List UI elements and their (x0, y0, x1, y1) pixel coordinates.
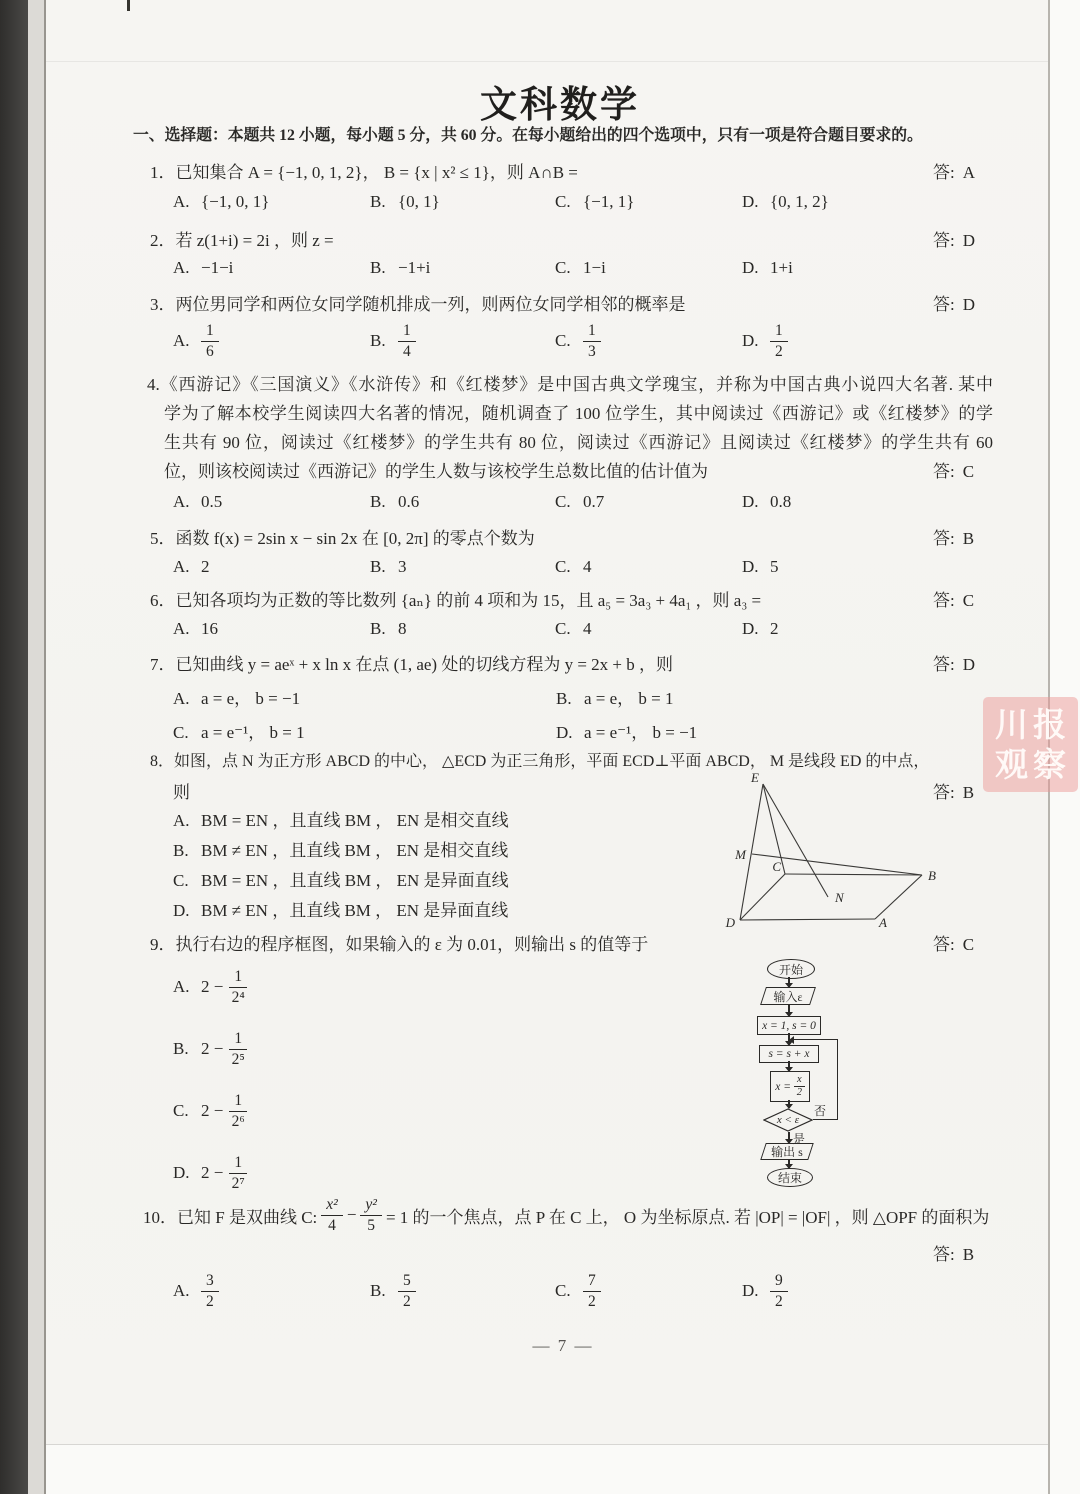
q1-text: 1．已知集合 A = {−1, 0, 1, 2}， B = {x | x² ≤ 1}，则 A∩B = (150, 163, 578, 182)
scan-top-mark (127, 0, 130, 11)
q4-answer: 答: C (933, 462, 975, 481)
q9-answer: 答: C (933, 935, 975, 954)
q3-options (0, 316, 1080, 366)
q7-options-row-1 (0, 684, 1080, 712)
flowchart-start-node: 开始 (767, 959, 815, 979)
q8-option-d: D. BM ≠ EN ，且直线 BM ， EN 是异面直线 (173, 901, 509, 920)
q6-option-b: B. 8 (370, 619, 407, 638)
q3-option-b: B. $\frac{1}{4}$ (370, 316, 416, 366)
q9-text: 9．执行右边的程序框图，如果输入的 ε 为 0.01，则输出 s 的值等于 (150, 935, 649, 954)
q7-option-b: B. a = e， b = 1 (556, 689, 674, 708)
q4-option-c: C. 0.7 (555, 492, 605, 511)
q10-option-c: C. $\frac{7}{2}$ (555, 1266, 601, 1316)
q2-option-d: D. 1+i (742, 258, 793, 277)
q10-option-b: B. $\frac{5}{2}$ (370, 1266, 416, 1316)
q9-flowchart (748, 952, 928, 1194)
q5-option-d: D. 5 (742, 557, 779, 576)
flowchart-half-node: x = $\frac{x}{2}$ (770, 1071, 810, 1102)
q1-answer-letter: A (962, 163, 976, 182)
q4-option-b: B. 0.6 (370, 492, 420, 511)
q5-options (0, 557, 1080, 585)
q6-answer: 答: C (933, 591, 975, 610)
q2-answer: 答: D (933, 231, 976, 250)
q1-option-a: A. {−1, 0, 1} (173, 192, 270, 211)
q5-text: 5．函数 f(x) = 2sin x − sin 2x 在 [0, 2π] 的零点个数为 (150, 529, 535, 548)
q3-option-a: A. $\frac{1}{6}$ (173, 316, 219, 366)
figure-label-b: B (928, 868, 936, 883)
q1-answer (933, 158, 975, 183)
q4-line-2: 学为了解本校学生阅读四大名著的情况，随机调查了 100 位学生，其中阅读过《西游记》或《红楼梦》的学 (164, 404, 993, 423)
q2-options (0, 258, 1080, 286)
q4-option-d: D. 0.8 (742, 492, 792, 511)
q8-option-c: C. BM = EN ，且直线 BM ， EN 是异面直线 (173, 871, 509, 890)
q5-answer: 答: B (933, 529, 975, 548)
q7-option-c: C. a = e⁻¹， b = 1 (173, 723, 305, 742)
q5-option-a: A. 2 (173, 557, 210, 576)
flowchart-add-node: s = s + x (759, 1045, 819, 1063)
answer-prefix: 答: (933, 163, 955, 182)
figure-label-a: A (879, 915, 887, 930)
q8-option-a: A. BM = EN ，且直线 BM ， EN 是相交直线 (173, 811, 509, 830)
q4-option-a: A. 0.5 (173, 492, 223, 511)
q2-option-a: A. −1−i (173, 258, 234, 277)
q1-option-c: C. {−1, 1} (555, 192, 635, 211)
q9-option-c: C. 2 − $\frac{1}{\text{2⁶}}$ (0, 1086, 1080, 1136)
q6-option-d: D. 2 (742, 619, 779, 638)
flowchart-condition-text: x < ε (776, 1114, 800, 1126)
q1-option-d: D. {0, 1, 2} (742, 192, 829, 211)
q2-option-b: B. −1+i (370, 258, 431, 277)
watermark-line-2: 观察 (995, 745, 1071, 783)
figure-label-n: N (835, 890, 844, 905)
page-number: — 7 — (532, 1336, 594, 1355)
flowchart-no-label: 否 (814, 1104, 827, 1118)
q1-option-b: B. {0, 1} (370, 192, 440, 211)
q1-options (0, 192, 1080, 220)
q9-option-b: B. 2 − $\frac{1}{\text{2⁵}}$ (0, 1024, 1080, 1074)
q3-option-d: D. $\frac{1}{2}$ (742, 316, 788, 366)
q3-option-c: C. $\frac{1}{3}$ (555, 316, 601, 366)
watermark-stamp (983, 697, 1078, 792)
q6-options (0, 619, 1080, 647)
q8-answer: 答: B (933, 783, 975, 802)
q7-option-d: D. a = e⁻¹， b = −1 (556, 723, 698, 742)
q10-answer: 答: B (933, 1245, 975, 1264)
q9-option-a: A. 2 − $\frac{1}{\text{2⁴}}$ (0, 962, 1080, 1012)
q4-line-4: 位，则该校阅读过《西游记》的学生人数与该校学生总数比值的估计值为 (164, 462, 708, 481)
watermark-line-1: 川报 (995, 705, 1071, 743)
page-title: 文科数学 (480, 84, 640, 125)
q4-options (0, 492, 1080, 520)
q5-option-b: B. 3 (370, 557, 407, 576)
q6-option-c: C. 4 (555, 619, 592, 638)
q10-option-d: D. $\frac{9}{2}$ (742, 1266, 788, 1316)
q10-options (0, 1266, 1080, 1316)
figure-label-m: M (735, 847, 746, 862)
scan-top-crease (46, 61, 1048, 62)
flowchart-init-node: x = 1, s = 0 (757, 1016, 821, 1035)
q10-text: 10．已知 F 是双曲线 C: $\frac{\text{x²}}{4}$ − $\frac{\text{y²}}{5}$ = 1 的一个焦点，点 P 在 C 上， O 为坐标原点. 若 |OP| = |OF| ，则 △OPF 的面积为 (143, 1196, 990, 1234)
figure-label-c: C (772, 859, 781, 874)
q3-answer: 答: D (933, 295, 976, 314)
q7-text: 7．已知曲线 y = aeˣ + x ln x 在点 (1, ae) 处的切线方程为 y = 2x + b ，则 (150, 655, 673, 674)
q10-option-a: A. $\frac{3}{2}$ (173, 1266, 219, 1316)
q5-option-c: C. 4 (555, 557, 592, 576)
flowchart-end-node: 结束 (767, 1168, 813, 1187)
q4-line-3: 生共有 90 位，阅读过《红楼梦》的学生共有 80 位，阅读过《西游记》且阅读过《红楼梦》的学生共有 60 (164, 433, 993, 452)
q7-options-row-2 (0, 718, 1080, 746)
q7-answer: 答: D (933, 655, 976, 674)
q8-geometry-figure (713, 773, 963, 938)
q4-line-1: 4.《西游记》《三国演义》《水浒传》和《红楼梦》是中国古典文学瑰宝，并称为中国古典小说四大名著. 某中 (147, 375, 993, 394)
q8-option-b: B. BM ≠ EN ，且直线 BM ， EN 是相交直线 (173, 841, 509, 860)
flowchart-input-node: 输入ε (763, 987, 813, 1005)
q2-text: 2．若 z(1+i) = 2i ，则 z = (150, 231, 334, 250)
scan-bottom-margin (46, 1445, 1048, 1494)
q9-option-d: D. 2 − $\frac{1}{\text{2⁷}}$ (0, 1148, 1080, 1198)
section-header: 一、选择题：本题共 12 小题，每小题 5 分，共 60 分。在每小题给出的四个选项中，只有一项是符合题目要求的。 (133, 127, 923, 144)
q6-option-a: A. 16 (173, 619, 218, 638)
figure-label-e: E (751, 773, 759, 785)
figure-label-d: D (725, 915, 735, 930)
q8-text-line-2: 则 (173, 783, 190, 802)
flowchart-yes-label: 是 (793, 1132, 806, 1146)
q6-text: 6．已知各项均为正数的等比数列 {aₙ} 的前 4 项和为 15，且 a₅ = 3a₃ + 4a₁ ，则 a₃ = (150, 591, 762, 610)
flowchart-output-node: 输出 s (763, 1143, 811, 1160)
q3-text: 3．两位男同学和两位女同学随机排成一列，则两位女同学相邻的概率是 (150, 295, 686, 314)
q2-option-c: C. 1−i (555, 258, 606, 277)
q8-text-line-1: 8．如图，点 N 为正方形 ABCD 的中心， △ECD 为正三角形，平面 ECD⊥平面 ABCD， M 是线段 ED 的中点， (150, 753, 930, 770)
q7-option-a: A. a = e， b = −1 (173, 689, 301, 708)
